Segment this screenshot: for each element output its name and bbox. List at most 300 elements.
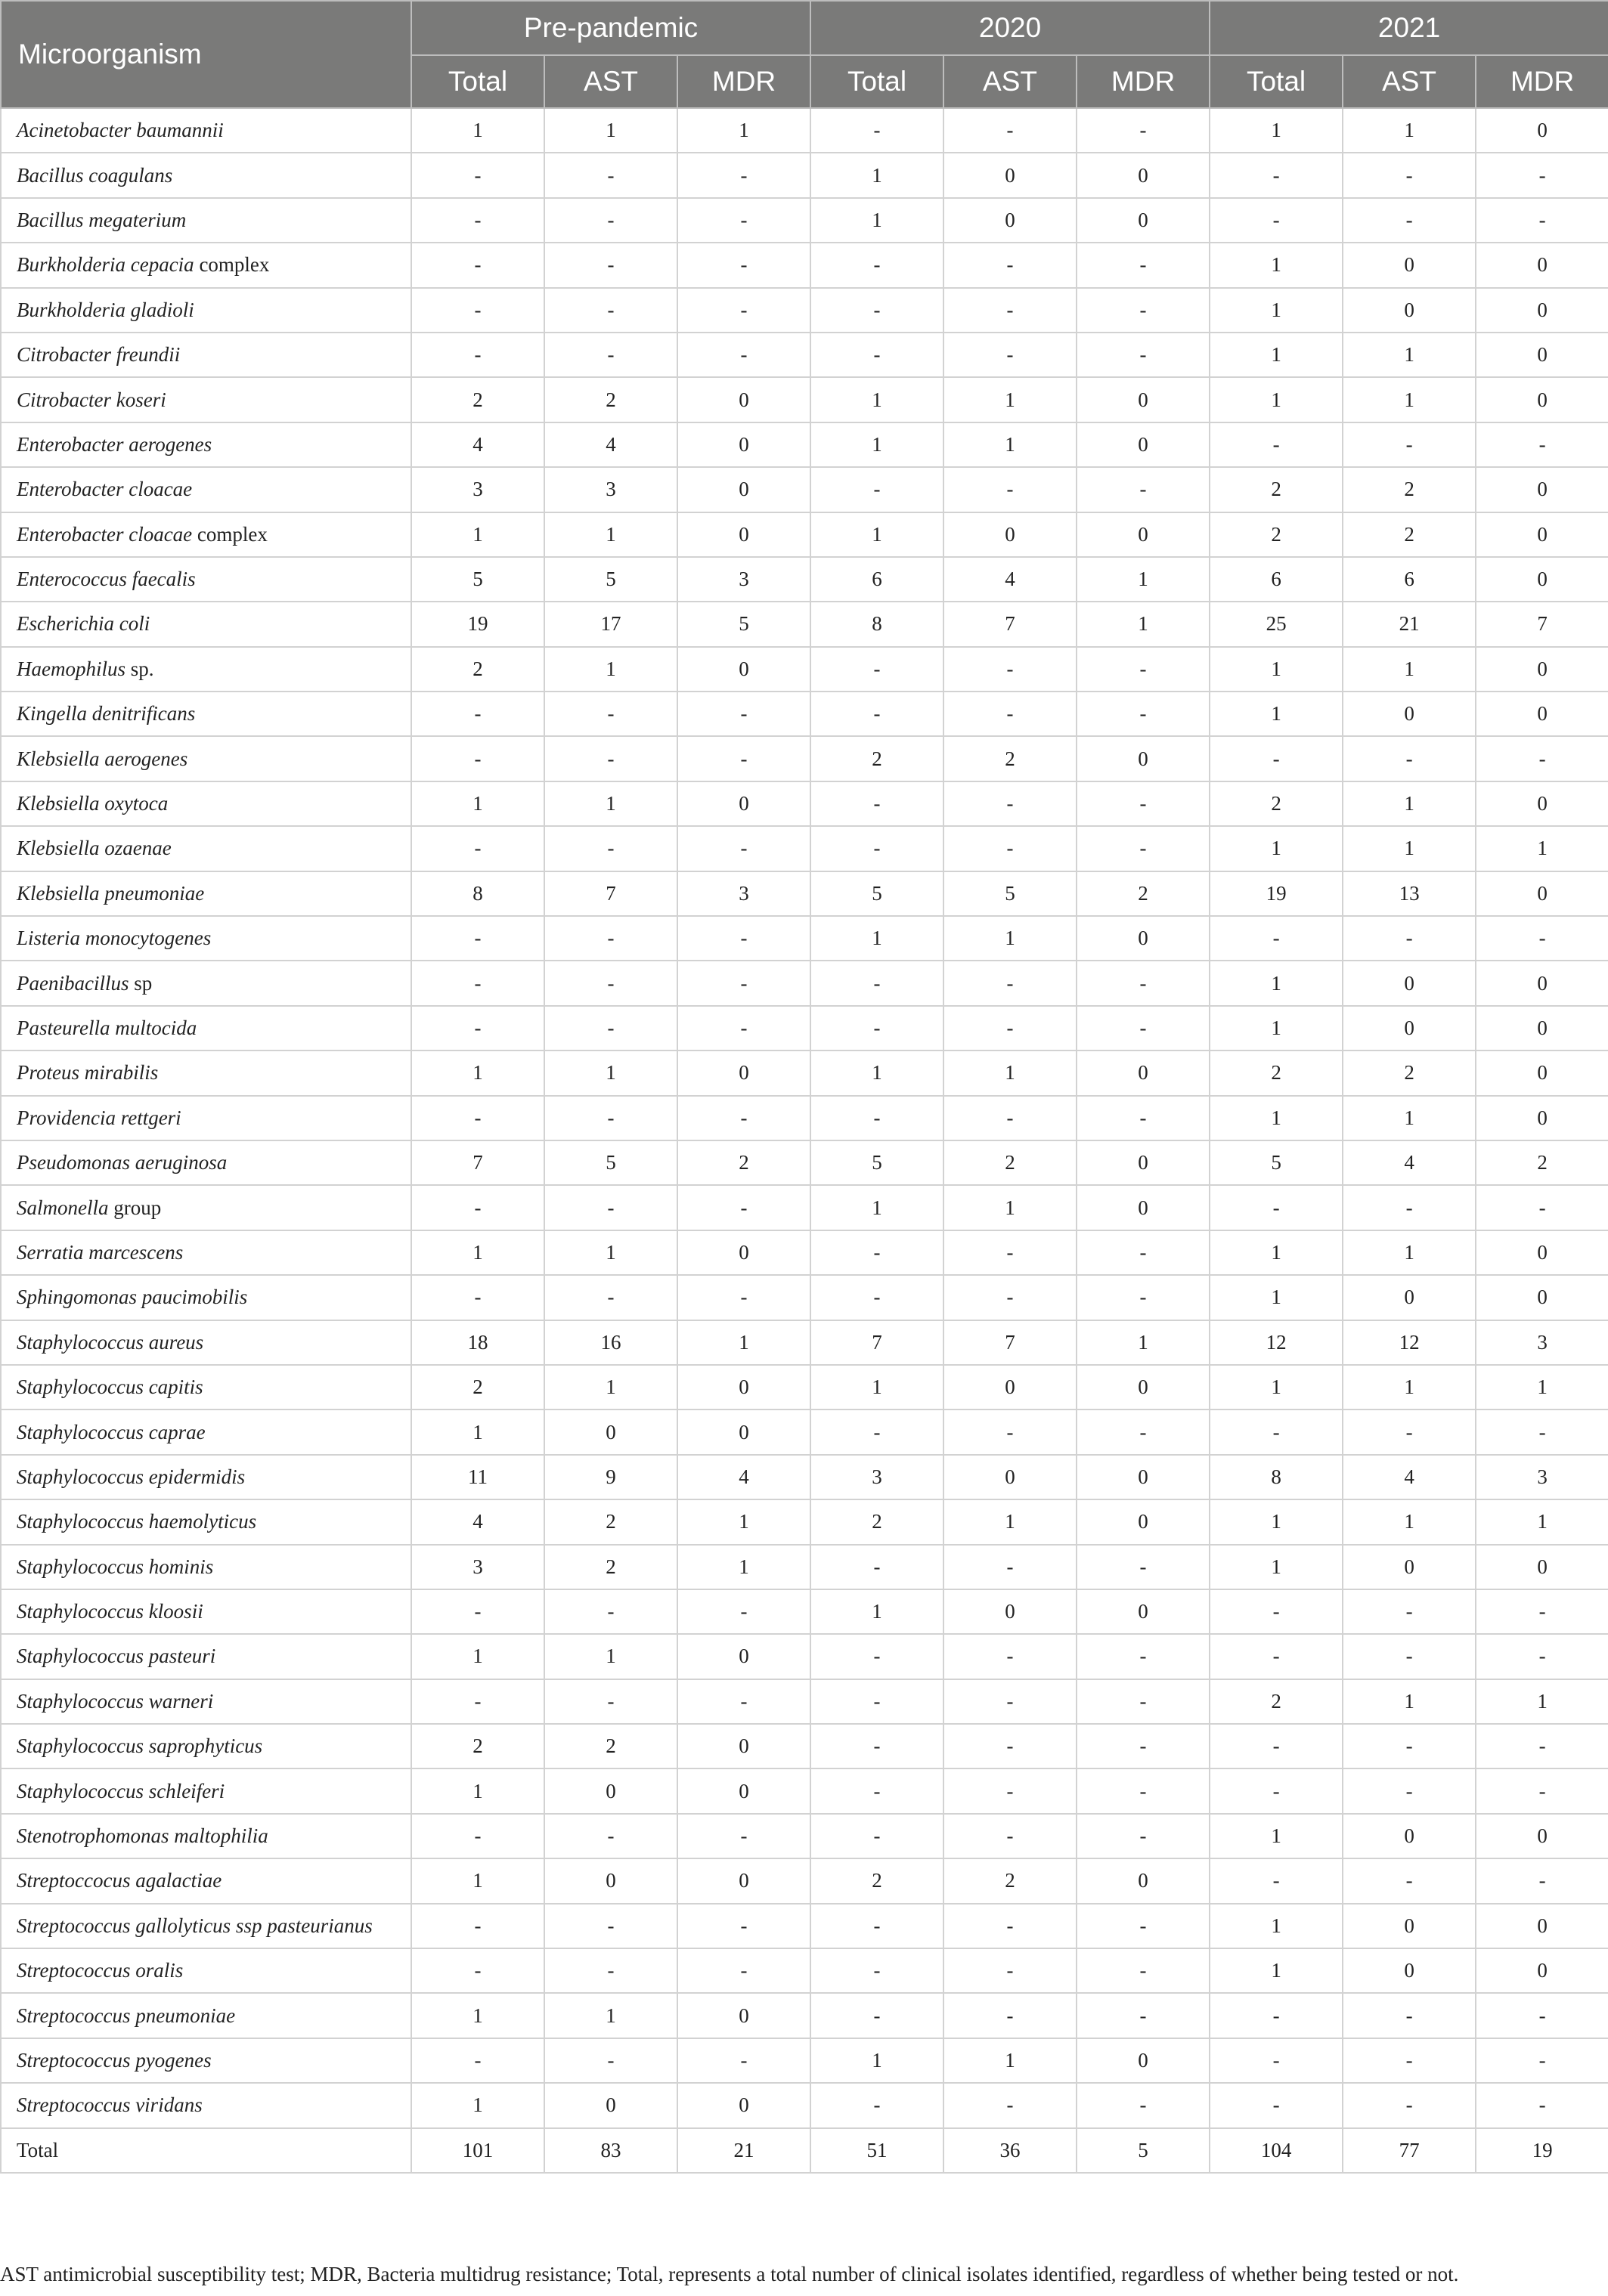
value-cell: 2 [1343, 467, 1476, 512]
value-cell: 2 [677, 1140, 810, 1185]
value-cell: 1 [411, 1993, 544, 2038]
microorganism-name: Streptococcus oralis [17, 1959, 184, 1982]
value-cell: 1 [943, 2038, 1077, 2083]
value-cell: - [810, 692, 943, 736]
value-cell: 0 [677, 1858, 810, 1903]
value-cell: 1 [1476, 1679, 1608, 1724]
value-cell: - [810, 288, 943, 333]
value-cell: 2 [810, 736, 943, 781]
value-cell: 7 [943, 602, 1077, 646]
microorganism-name-cell [1, 1320, 411, 1365]
value-cell: - [943, 2083, 1077, 2127]
table-row [1, 377, 1608, 422]
table-header [1, 1, 1608, 108]
value-cell: - [1210, 1589, 1343, 1634]
value-cell: - [1210, 2038, 1343, 2083]
value-cell: - [1210, 1409, 1343, 1454]
value-cell: - [411, 1006, 544, 1051]
microorganism-name-cell [1, 557, 411, 602]
value-cell: 6 [810, 557, 943, 602]
value-cell: 4 [943, 557, 1077, 602]
value-cell: 1 [411, 1051, 544, 1095]
value-cell: 2 [411, 647, 544, 692]
value-cell: - [1210, 153, 1343, 197]
value-cell: 3 [411, 467, 544, 512]
value-cell: - [810, 1634, 943, 1679]
microorganism-name: Streptococcus viridans [17, 2093, 203, 2117]
value-cell: 9 [544, 1455, 677, 1499]
microorganism-name: Pasteurella multocida [17, 1016, 197, 1039]
value-cell: 3 [411, 1545, 544, 1589]
value-cell: - [810, 467, 943, 512]
table-row [1, 1904, 1608, 1948]
value-cell: - [544, 1814, 677, 1858]
total-value-cell: 51 [810, 2128, 943, 2173]
value-cell: - [1476, 916, 1608, 961]
value-cell: - [677, 1006, 810, 1051]
value-cell: 1 [810, 1365, 943, 1409]
value-cell: 0 [1476, 781, 1608, 826]
value-cell: 4 [411, 1499, 544, 1544]
value-cell: 3 [677, 557, 810, 602]
value-cell: - [1077, 1230, 1210, 1275]
subheader-total: Total [810, 55, 943, 108]
microorganism-name: Bacillus megaterium [17, 208, 187, 231]
value-cell: - [1343, 1858, 1476, 1903]
value-cell: 0 [943, 198, 1077, 243]
value-cell: 1 [1210, 377, 1343, 422]
value-cell: - [943, 1275, 1077, 1320]
value-cell: - [1476, 1768, 1608, 1813]
microorganism-name: Serratia marcescens [17, 1240, 184, 1264]
value-cell: - [544, 243, 677, 287]
table-row [1, 736, 1608, 781]
value-cell: 0 [1343, 288, 1476, 333]
value-cell: 19 [411, 602, 544, 646]
value-cell: 1 [1476, 826, 1608, 871]
value-cell: 0 [1476, 871, 1608, 916]
value-cell: - [411, 1679, 544, 1724]
value-cell: - [411, 2038, 544, 2083]
value-cell: 5 [544, 557, 677, 602]
value-cell: 1 [1210, 243, 1343, 287]
value-cell: - [1343, 1185, 1476, 1230]
value-cell: 0 [1476, 1904, 1608, 1948]
value-cell: - [677, 2038, 810, 2083]
value-cell: - [1077, 1993, 1210, 2038]
value-cell: 7 [810, 1320, 943, 1365]
value-cell: - [544, 826, 677, 871]
value-cell: - [1343, 736, 1476, 781]
subheader-ast: AST [1343, 55, 1476, 108]
value-cell: - [544, 1948, 677, 1993]
value-cell: 2 [943, 1140, 1077, 1185]
value-cell: 1 [1210, 1275, 1343, 1320]
value-cell: - [1210, 1185, 1343, 1230]
value-cell: 0 [943, 512, 1077, 557]
table-row [1, 557, 1608, 602]
value-cell: 1 [544, 108, 677, 153]
group-header-2021: 2021 [1210, 1, 1608, 55]
value-cell: - [677, 153, 810, 197]
value-cell: - [411, 1589, 544, 1634]
value-cell: - [1476, 1409, 1608, 1454]
value-cell: - [411, 1275, 544, 1320]
value-cell: 1 [1343, 1499, 1476, 1544]
value-cell: 0 [1476, 377, 1608, 422]
microorganism-name-cell [1, 647, 411, 692]
microorganism-name-cell [1, 781, 411, 826]
value-cell: 7 [943, 1320, 1077, 1365]
value-cell: 0 [1077, 1858, 1210, 1903]
value-cell: - [1476, 2083, 1608, 2127]
value-cell: 5 [544, 1140, 677, 1185]
microorganism-name: Kingella denitrificans [17, 702, 196, 726]
value-cell: 1 [544, 647, 677, 692]
value-cell: - [1077, 1904, 1210, 1948]
subheader-ast: AST [943, 55, 1077, 108]
value-cell: - [544, 1589, 677, 1634]
microorganism-name-cell [1, 602, 411, 646]
value-cell: - [1077, 647, 1210, 692]
value-cell: 0 [1476, 1051, 1608, 1095]
microorganism-name-cell [1, 467, 411, 512]
table-row [1, 826, 1608, 871]
value-cell: 1 [1210, 1096, 1343, 1140]
microorganism-name-cell [1, 1993, 411, 2038]
value-cell: - [411, 1185, 544, 1230]
microorganism-name-cell [1, 736, 411, 781]
value-cell: 0 [1343, 243, 1476, 287]
value-cell: - [810, 108, 943, 153]
value-cell: 19 [1210, 871, 1343, 916]
value-cell: 0 [1476, 692, 1608, 736]
value-cell: 4 [1343, 1140, 1476, 1185]
value-cell: - [677, 916, 810, 961]
value-cell: - [544, 333, 677, 377]
value-cell: - [1077, 1768, 1210, 1813]
total-label: Total [1, 2128, 411, 2173]
total-value-cell: 21 [677, 2128, 810, 2173]
value-cell: - [411, 288, 544, 333]
subheader-mdr: MDR [1077, 55, 1210, 108]
value-cell: - [1210, 1634, 1343, 1679]
value-cell: 1 [1343, 1679, 1476, 1724]
value-cell: - [677, 1679, 810, 1724]
microorganism-name: Staphylococcus capitis [17, 1375, 203, 1399]
microorganism-name-suffix: group [108, 1196, 162, 1219]
table-row [1, 1948, 1608, 1993]
value-cell: - [943, 467, 1077, 512]
value-cell: 1 [1476, 1499, 1608, 1544]
value-cell: 2 [411, 1724, 544, 1768]
value-cell: 5 [810, 1140, 943, 1185]
microorganism-name: Klebsiella oxytoca [17, 792, 169, 815]
value-cell: 5 [943, 871, 1077, 916]
value-cell: - [943, 826, 1077, 871]
value-cell: - [677, 1096, 810, 1140]
value-cell: 1 [1343, 377, 1476, 422]
value-cell: - [1077, 333, 1210, 377]
value-cell: 5 [810, 871, 943, 916]
value-cell: 0 [544, 1858, 677, 1903]
value-cell: - [677, 1904, 810, 1948]
microorganism-name-cell [1, 1409, 411, 1454]
value-cell: 0 [677, 422, 810, 467]
value-cell: 1 [1210, 1904, 1343, 1948]
microorganism-name-cell [1, 1051, 411, 1095]
value-cell: 1 [810, 1185, 943, 1230]
table-row [1, 871, 1608, 916]
value-cell: 6 [1343, 557, 1476, 602]
value-cell: 0 [1077, 153, 1210, 197]
value-cell: - [1476, 1634, 1608, 1679]
value-cell: - [1077, 1006, 1210, 1051]
value-cell: - [810, 2083, 943, 2127]
value-cell: 0 [677, 1365, 810, 1409]
value-cell: 1 [1210, 647, 1343, 692]
group-header-pre-pandemic: Pre-pandemic [411, 1, 810, 55]
microorganism-name-cell [1, 1724, 411, 1768]
microorganism-name: Staphylococcus epidermidis [17, 1465, 246, 1488]
microorganism-name: Staphylococcus haemolyticus [17, 1510, 257, 1533]
value-cell: - [1210, 736, 1343, 781]
value-cell: - [411, 692, 544, 736]
value-cell: 18 [411, 1320, 544, 1365]
microorganism-name-cell [1, 333, 411, 377]
value-cell: 1 [1210, 826, 1343, 871]
value-cell: - [943, 1993, 1077, 2038]
value-cell: 5 [677, 602, 810, 646]
microorganism-name: Burkholderia gladioli [17, 298, 194, 321]
microorganism-name-cell [1, 1814, 411, 1858]
value-cell: - [544, 736, 677, 781]
microorganism-name: Streptoccocus agalactiae [17, 1869, 222, 1892]
value-cell: 4 [411, 422, 544, 467]
microorganism-name: Enterococcus faecalis [17, 568, 196, 591]
microorganism-name: Streptococcus pyogenes [17, 2048, 212, 2072]
value-cell: - [943, 961, 1077, 1005]
microorganism-name: Klebsiella pneumoniae [17, 881, 205, 905]
value-cell: - [677, 1589, 810, 1634]
table-row [1, 602, 1608, 646]
value-cell: 1 [1343, 1230, 1476, 1275]
table-row [1, 1006, 1608, 1051]
microorganism-name-cell [1, 1230, 411, 1275]
value-cell: 0 [1476, 467, 1608, 512]
value-cell: - [943, 692, 1077, 736]
microorganism-name-suffix: complex [194, 253, 270, 277]
value-cell: 0 [677, 1724, 810, 1768]
value-cell: - [1210, 1993, 1343, 2038]
microorganism-name: Citrobacter koseri [17, 388, 166, 411]
microorganism-name: Enterobacter cloacae [17, 478, 193, 501]
value-cell: - [1210, 1768, 1343, 1813]
value-cell: 1 [943, 377, 1077, 422]
value-cell: - [810, 1006, 943, 1051]
value-cell: - [1343, 2038, 1476, 2083]
microorganism-name-cell [1, 692, 411, 736]
value-cell: 1 [1343, 108, 1476, 153]
value-cell: 2 [411, 377, 544, 422]
microorganism-name-cell [1, 108, 411, 153]
value-cell: 0 [1476, 557, 1608, 602]
value-cell: 0 [677, 512, 810, 557]
value-cell: 0 [1077, 198, 1210, 243]
microorganism-name: Staphylococcus caprae [17, 1420, 206, 1444]
value-cell: 1 [1077, 602, 1210, 646]
value-cell: 1 [943, 422, 1077, 467]
value-cell: - [677, 288, 810, 333]
table-row [1, 198, 1608, 243]
value-cell: 1 [411, 1768, 544, 1813]
table-row [1, 1724, 1608, 1768]
value-cell: - [1476, 1185, 1608, 1230]
value-cell: 1 [544, 1230, 677, 1275]
table-row [1, 1814, 1608, 1858]
value-cell: 0 [677, 1051, 810, 1095]
value-cell: 0 [1476, 1948, 1608, 1993]
value-cell: - [1077, 1545, 1210, 1589]
value-cell: - [1077, 467, 1210, 512]
table-row [1, 1589, 1608, 1634]
value-cell: 1 [943, 1051, 1077, 1095]
microorganism-name: Staphylococcus aureus [17, 1330, 204, 1354]
value-cell: - [810, 1096, 943, 1140]
microorganism-name-cell [1, 1096, 411, 1140]
microorganism-name: Staphylococcus hominis [17, 1555, 214, 1578]
value-cell: - [411, 826, 544, 871]
total-value-cell: 104 [1210, 2128, 1343, 2173]
table-row [1, 961, 1608, 1005]
value-cell: - [1077, 243, 1210, 287]
microorganism-name-cell [1, 1275, 411, 1320]
microorganism-name-cell [1, 1140, 411, 1185]
value-cell: - [943, 1679, 1077, 1724]
table-row [1, 108, 1608, 153]
microorganism-name-cell [1, 1499, 411, 1544]
table-row [1, 1858, 1608, 1903]
value-cell: - [1077, 108, 1210, 153]
value-cell: 0 [1343, 692, 1476, 736]
value-cell: - [1343, 153, 1476, 197]
table-row [1, 1409, 1608, 1454]
value-cell: 0 [1077, 736, 1210, 781]
value-cell: 0 [943, 1589, 1077, 1634]
microorganism-name: Escherichia coli [17, 612, 150, 636]
table-row [1, 647, 1608, 692]
value-cell: 1 [411, 781, 544, 826]
microorganism-name-cell [1, 512, 411, 557]
value-cell: 2 [1476, 1140, 1608, 1185]
table-row [1, 422, 1608, 467]
value-cell: 0 [544, 1768, 677, 1813]
value-cell: - [411, 916, 544, 961]
value-cell: 0 [677, 1993, 810, 2038]
microorganism-name-cell [1, 1768, 411, 1813]
value-cell: 3 [544, 467, 677, 512]
value-cell: - [810, 1724, 943, 1768]
value-cell: - [544, 692, 677, 736]
value-cell: - [943, 1814, 1077, 1858]
value-cell: - [411, 961, 544, 1005]
value-cell: 1 [810, 422, 943, 467]
value-cell: 2 [544, 1499, 677, 1544]
value-cell: 1 [1343, 1365, 1476, 1409]
value-cell: 16 [544, 1320, 677, 1365]
value-cell: - [810, 1275, 943, 1320]
microorganism-name: Klebsiella aerogenes [17, 747, 188, 770]
value-cell: - [1476, 736, 1608, 781]
value-cell: 2 [1210, 1679, 1343, 1724]
microorganism-name-cell [1, 1455, 411, 1499]
value-cell: 1 [1210, 1814, 1343, 1858]
value-cell: - [1476, 422, 1608, 467]
value-cell: 1 [1210, 961, 1343, 1005]
value-cell: 3 [810, 1455, 943, 1499]
value-cell: - [411, 1096, 544, 1140]
value-cell: - [810, 1904, 943, 1948]
microorganism-name-cell [1, 153, 411, 197]
value-cell: 1 [1210, 692, 1343, 736]
value-cell: - [1077, 1724, 1210, 1768]
microorganism-name: Streptococcus gallolyticus ssp pasteurianus [17, 1914, 373, 1937]
value-cell: 1 [810, 377, 943, 422]
value-cell: 1 [1343, 1096, 1476, 1140]
value-cell: 5 [411, 557, 544, 602]
value-cell: - [1077, 1814, 1210, 1858]
value-cell: - [1343, 1409, 1476, 1454]
value-cell: - [943, 1230, 1077, 1275]
value-cell: - [943, 1768, 1077, 1813]
value-cell: - [943, 1096, 1077, 1140]
total-value-cell: 101 [411, 2128, 544, 2173]
value-cell: 1 [544, 1365, 677, 1409]
microorganism-name-cell [1, 1006, 411, 1051]
value-cell: - [943, 1006, 1077, 1051]
value-cell: - [411, 243, 544, 287]
value-cell: 0 [1476, 1006, 1608, 1051]
table-row [1, 243, 1608, 287]
value-cell: 0 [1077, 422, 1210, 467]
total-value-cell: 19 [1476, 2128, 1608, 2173]
value-cell: - [1343, 1724, 1476, 1768]
microorganism-name: Acinetobacter baumannii [17, 119, 224, 142]
value-cell: 0 [677, 1409, 810, 1454]
value-cell: 2 [1210, 781, 1343, 826]
value-cell: 1 [810, 916, 943, 961]
value-cell: 0 [544, 2083, 677, 2127]
value-cell: - [544, 916, 677, 961]
value-cell: 8 [1210, 1455, 1343, 1499]
value-cell: - [1077, 826, 1210, 871]
microorganism-name-cell [1, 1365, 411, 1409]
value-cell: 2 [1210, 1051, 1343, 1095]
table-row [1, 1634, 1608, 1679]
value-cell: 0 [677, 781, 810, 826]
microorganism-name-suffix: complex [192, 522, 268, 546]
table-row [1, 1230, 1608, 1275]
microorganism-name-cell [1, 243, 411, 287]
value-cell: 4 [677, 1455, 810, 1499]
value-cell: - [1476, 198, 1608, 243]
value-cell: - [544, 1096, 677, 1140]
value-cell: 1 [544, 1993, 677, 2038]
microorganism-name-cell [1, 916, 411, 961]
value-cell: - [544, 153, 677, 197]
value-cell: 0 [1343, 961, 1476, 1005]
microorganism-name-cell [1, 2083, 411, 2127]
